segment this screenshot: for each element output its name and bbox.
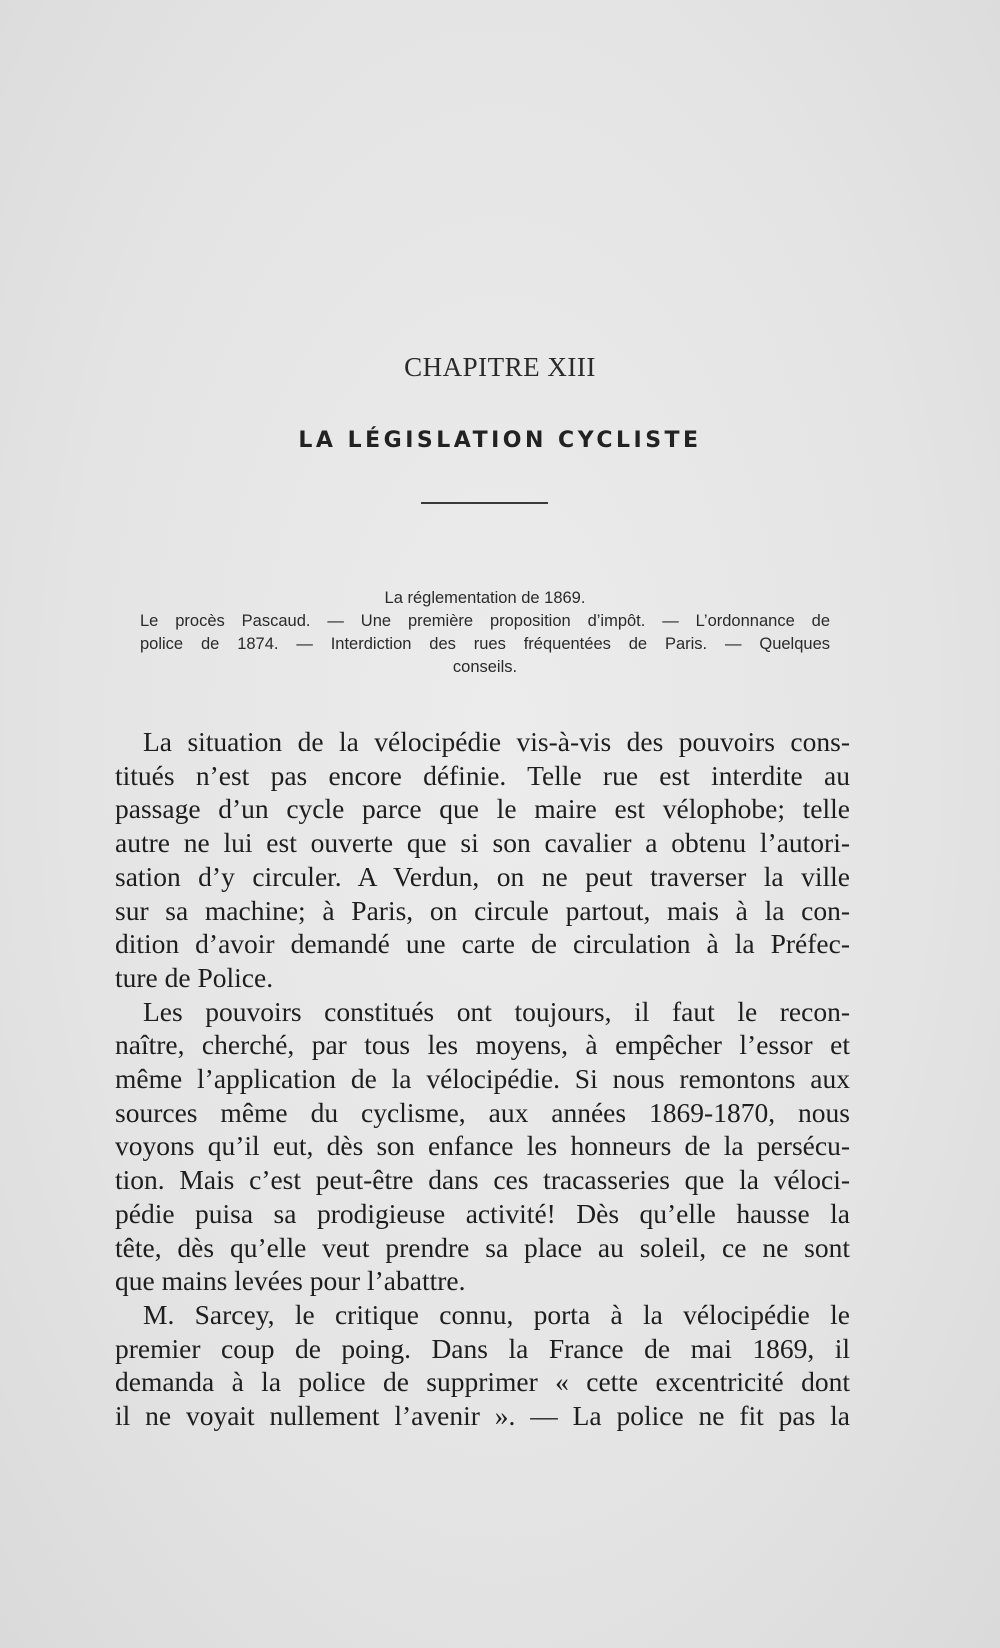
body-line: même l’application de la vélocipédie. Si nous remontons aux bbox=[115, 1063, 850, 1095]
body-line: tête, dès qu’elle veut prendre sa place au soleil, ce ne sont bbox=[115, 1231, 850, 1263]
body-line: il ne voyait nullement l’avenir ». — La police ne fit pas la bbox=[115, 1400, 850, 1432]
body-line: naître, cherché, par tous les moyens, à empêcher l’essor et bbox=[115, 1029, 850, 1061]
body-line: ture de Police. bbox=[115, 961, 274, 993]
body-line: La situation de la vélocipédie vis-à-vis des pouvoirs cons- bbox=[143, 726, 850, 757]
summary-line: conseils. bbox=[452, 658, 518, 676]
summary-line: Le procès Pascaud. — Une première proposition d’impôt. — L’ordonnance de bbox=[140, 612, 830, 630]
body-text bbox=[115, 725, 850, 1433]
body-line: autre ne lui est ouverte que si son cavalier a obtenu l’autori- bbox=[115, 827, 850, 859]
body-line: M. Sarcey, le critique connu, porta à la vélocipédie le bbox=[143, 1298, 850, 1330]
body-line: sation d’y circuler. A Verdun, on ne peut traverser la ville bbox=[115, 860, 850, 892]
body-line: voyons qu’il eut, dès son enfance les honneurs de la persécu- bbox=[115, 1130, 850, 1162]
body-line: passage d’un cycle parce que le maire est vélophobe; telle bbox=[115, 793, 850, 825]
chapter-heading: CHAPITRE XIII bbox=[404, 352, 596, 382]
body-line: titués n’est pas encore définie. Telle rue est interdite au bbox=[115, 759, 850, 791]
summary-line: La réglementation de 1869. bbox=[384, 589, 586, 607]
body-line: que mains levées pour l’abattre. bbox=[115, 1265, 466, 1297]
body-line: sources même du cyclisme, aux années 1869-1870, nous bbox=[115, 1096, 850, 1128]
body-line: premier coup de poing. Dans la France de mai 1869, il bbox=[115, 1332, 850, 1364]
summary-line: police de 1874. — Interdiction des rues fréquentées de Paris. — Quelques bbox=[140, 635, 830, 653]
body-line: tion. Mais c’est peut-être dans ces tracasseries que la véloci- bbox=[115, 1164, 850, 1196]
title-divider bbox=[421, 502, 548, 504]
body-line: Les pouvoirs constitués ont toujours, il faut le recon- bbox=[143, 995, 850, 1027]
body-line: demanda à la police de supprimer « cette excentricité dont bbox=[115, 1366, 850, 1398]
body-line: sur sa machine; à Paris, on circule partout, mais à la con- bbox=[115, 894, 850, 926]
chapter-summary bbox=[140, 587, 830, 679]
body-line: pédie puisa sa prodigieuse activité! Dès qu’elle hausse la bbox=[115, 1197, 850, 1229]
chapter-title: LA LÉGISLATION CYCLISTE bbox=[298, 428, 702, 453]
body-line: dition d’avoir demandé une carte de circulation à la Préfec- bbox=[115, 928, 850, 960]
